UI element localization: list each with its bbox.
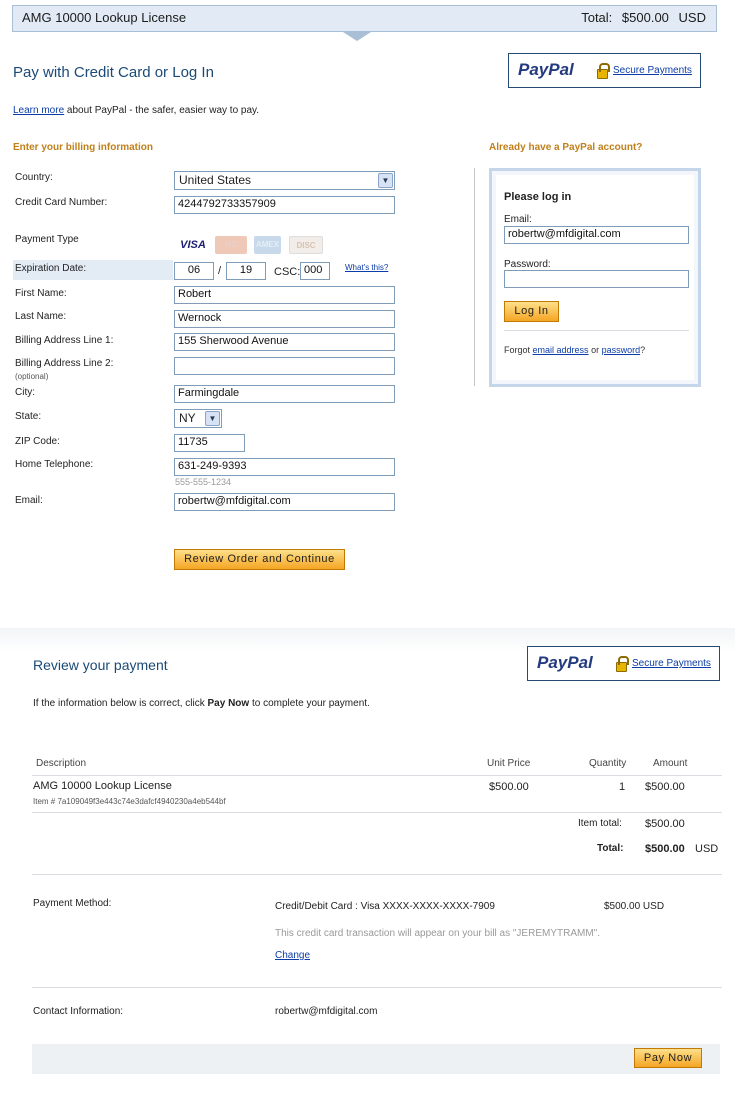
item-number: Item # 7a109049f3e443c74e3dafcf4940230a4eb544bf bbox=[33, 797, 226, 806]
total-label: Total: bbox=[597, 843, 624, 854]
column-divider bbox=[474, 168, 475, 386]
forgot-email-link[interactable]: email address bbox=[532, 345, 589, 355]
change-payment-link[interactable]: Change bbox=[275, 950, 311, 961]
review-intro-bold: Pay Now bbox=[207, 698, 250, 709]
billing-heading: Enter your billing information bbox=[13, 142, 153, 153]
item-name: AMG 10000 Lookup License bbox=[33, 780, 172, 792]
first-name-input[interactable]: Robert bbox=[174, 286, 395, 304]
phone-input[interactable]: 631-249-9393 bbox=[174, 458, 395, 476]
login-box bbox=[489, 168, 701, 387]
chevron-down-icon: ▼ bbox=[205, 411, 220, 426]
address2-optional: (optional) bbox=[15, 372, 49, 381]
paypal-logo bbox=[518, 60, 574, 80]
total-value: $500.00 bbox=[645, 843, 685, 855]
paypal-secure-badge bbox=[508, 53, 701, 88]
item-quantity: 1 bbox=[619, 781, 626, 793]
review-intro-post: to complete your payment. bbox=[251, 698, 370, 709]
visa-card-icon: VISA bbox=[180, 239, 206, 251]
learn-more-line bbox=[13, 105, 259, 116]
login-email-label: Email: bbox=[504, 214, 532, 225]
exp-separator: / bbox=[218, 265, 222, 277]
payment-divider bbox=[32, 987, 722, 988]
first-name-label: First Name: bbox=[15, 288, 67, 299]
login-email-input[interactable]: robertw@mfdigital.com bbox=[504, 226, 689, 244]
payment-method-value: Credit/Debit Card : Visa XXXX-XXXX-XXXX-7909 bbox=[275, 901, 495, 912]
country-label: Country: bbox=[15, 172, 53, 183]
payment-method-label: Payment Method: bbox=[33, 898, 112, 909]
mastercard-icon: MC bbox=[215, 236, 247, 254]
col-description: Description bbox=[36, 758, 87, 769]
lock-icon bbox=[597, 69, 608, 79]
review-paypal-logo bbox=[537, 653, 593, 673]
zip-input[interactable]: 11735 bbox=[174, 434, 245, 452]
discover-card-icon: DISC bbox=[289, 236, 323, 254]
login-box-inner bbox=[496, 175, 694, 380]
login-password-input[interactable] bbox=[504, 270, 689, 288]
learn-more-text: about PayPal - the safer, easier way to pay. bbox=[66, 105, 260, 116]
review-intro bbox=[33, 698, 370, 709]
zip-label: ZIP Code: bbox=[15, 436, 60, 447]
address2-input[interactable] bbox=[174, 357, 395, 375]
city-input[interactable]: Farmingdale bbox=[174, 385, 395, 403]
exp-month-input[interactable]: 06 bbox=[174, 262, 214, 280]
cc-number-input[interactable]: 4244792733357909 bbox=[174, 196, 395, 214]
review-order-button[interactable]: Review Order and Continue bbox=[174, 549, 345, 570]
login-divider bbox=[504, 330, 689, 331]
item-divider bbox=[32, 812, 722, 813]
login-please: Please log in bbox=[504, 191, 572, 203]
order-summary-bar bbox=[12, 5, 717, 32]
item-total-label: Item total: bbox=[578, 818, 622, 829]
last-name-label: Last Name: bbox=[15, 311, 67, 322]
login-heading: Already have a PayPal account? bbox=[489, 142, 643, 153]
order-bar-arrow-icon bbox=[343, 32, 371, 41]
contact-value: robertw@mfdigital.com bbox=[275, 1006, 378, 1017]
review-paypal-secure-badge bbox=[527, 646, 720, 681]
payment-amount: $500.00 USD bbox=[604, 901, 665, 912]
item-unit-price: $500.00 bbox=[489, 781, 529, 793]
order-total-label: Total: bbox=[581, 10, 613, 25]
whats-this-link[interactable]: What's this? bbox=[345, 263, 389, 272]
order-item-name: AMG 10000 Lookup License bbox=[22, 10, 187, 25]
address2-label: Billing Address Line 2: bbox=[15, 358, 114, 369]
secure-payments-link[interactable]: Secure Payments bbox=[613, 65, 692, 76]
col-unit-price: Unit Price bbox=[487, 758, 531, 769]
address1-label: Billing Address Line 1: bbox=[15, 335, 114, 346]
bill-note: This credit card transaction will appear on your bill as "JEREMYTRAMM". bbox=[275, 928, 600, 939]
forgot-suffix: ? bbox=[640, 345, 646, 355]
pay-now-button[interactable]: Pay Now bbox=[634, 1048, 702, 1068]
payment-type-label: Payment Type bbox=[15, 234, 79, 245]
chevron-down-icon: ▼ bbox=[378, 173, 393, 188]
forgot-password-link[interactable]: password bbox=[601, 345, 641, 355]
last-name-input[interactable]: Wernock bbox=[174, 310, 395, 328]
forgot-or: or bbox=[591, 345, 600, 355]
pay-now-bar bbox=[32, 1044, 720, 1074]
learn-more-link[interactable]: Learn more bbox=[13, 105, 65, 116]
amex-card-icon: AMEX bbox=[254, 236, 281, 254]
item-amount: $500.00 bbox=[645, 781, 685, 793]
order-total-currency: USD bbox=[678, 10, 706, 25]
state-value: NY bbox=[179, 411, 196, 425]
forgot-line bbox=[504, 345, 645, 355]
order-total bbox=[575, 10, 706, 25]
email-input[interactable]: robertw@mfdigital.com bbox=[174, 493, 395, 511]
country-select[interactable] bbox=[174, 171, 395, 190]
totals-divider bbox=[32, 874, 722, 875]
lock-icon bbox=[616, 662, 627, 672]
item-total-value: $500.00 bbox=[645, 818, 685, 830]
address1-input[interactable]: 155 Sherwood Avenue bbox=[174, 333, 395, 351]
total-currency: USD bbox=[695, 843, 719, 855]
col-quantity: Quantity bbox=[589, 758, 627, 769]
forgot-prefix: Forgot bbox=[504, 345, 531, 355]
state-select[interactable] bbox=[174, 409, 222, 428]
col-amount: Amount bbox=[653, 758, 688, 769]
phone-hint: 555-555-1234 bbox=[175, 477, 232, 487]
country-value: United States bbox=[179, 173, 252, 187]
order-total-value: $500.00 bbox=[621, 10, 669, 25]
review-secure-payments-link[interactable]: Secure Payments bbox=[632, 658, 711, 669]
review-title: Review your payment bbox=[33, 657, 168, 673]
email-label: Email: bbox=[15, 495, 43, 506]
login-button[interactable]: Log In bbox=[504, 301, 559, 322]
csc-input[interactable]: 000 bbox=[300, 262, 330, 280]
table-divider bbox=[32, 775, 722, 776]
paypal-logo-text: PayPal bbox=[518, 60, 574, 79]
page-title: Pay with Credit Card or Log In bbox=[13, 64, 214, 81]
phone-label: Home Telephone: bbox=[15, 459, 94, 470]
exp-year-input[interactable]: 19 bbox=[226, 262, 266, 280]
login-password-label: Password: bbox=[504, 259, 551, 270]
csc-label: CSC: bbox=[274, 266, 301, 278]
state-label: State: bbox=[15, 411, 42, 422]
cc-number-label: Credit Card Number: bbox=[15, 197, 108, 208]
review-paypal-logo-text: PayPal bbox=[537, 653, 593, 672]
contact-label: Contact Information: bbox=[33, 1006, 124, 1017]
city-label: City: bbox=[15, 387, 35, 398]
review-intro-pre: If the information below is correct, click bbox=[33, 698, 205, 709]
expiration-label: Expiration Date: bbox=[13, 260, 173, 280]
